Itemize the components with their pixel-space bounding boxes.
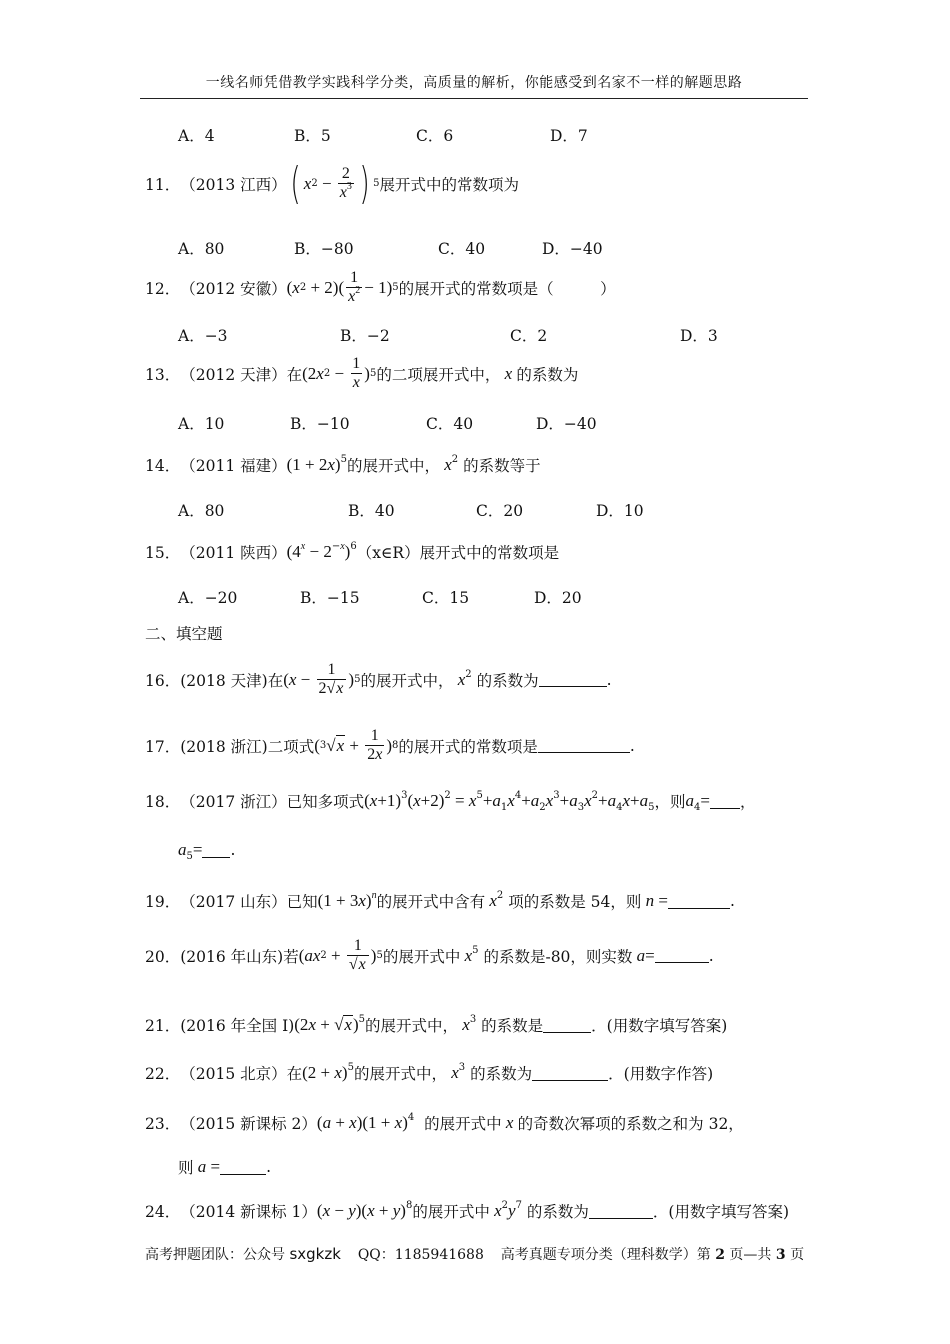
formula: $(4^x - 2^{-x})^6$ [286, 541, 357, 561]
question-number: 11． [145, 176, 181, 194]
option-d[interactable]: D．20 [534, 589, 582, 607]
formula: $(a + x)(1 + x)^4$ [316, 1112, 415, 1132]
question-19: 19． （2017 山东）已知 $(1 + 3x)^n$ 的展开式中含有 $x^2$ 项的系数是 54，则 n = . [145, 890, 735, 911]
question-source: （2015 新课标 2） [180, 1115, 317, 1133]
answer-blank[interactable] [220, 1160, 266, 1175]
option-b[interactable]: B．−80 [294, 240, 354, 258]
footer-mid: 页—共 [729, 1247, 772, 1263]
question-text: 的展开式中， [360, 671, 454, 690]
question-text: 的展开式中， [353, 1065, 447, 1083]
question-text-2: 项的系数是 54，则 [508, 893, 642, 911]
answer-blank[interactable] [532, 1066, 608, 1081]
question-11 [145, 158, 519, 209]
question-16: 16． (2018 天津)在 ( x − $\frac{1}{2√x}$ ) 5 的展开式中， $x^2$ 的系数为 . [145, 661, 612, 697]
question-text-2: 的系数是 [481, 1017, 544, 1035]
question-text: ，则 [654, 793, 686, 811]
option-a[interactable]: A．−20 [178, 589, 238, 607]
option-d[interactable]: D．7 [550, 127, 588, 145]
question-number: 20． [145, 947, 181, 966]
option-d[interactable]: D．3 [680, 327, 718, 345]
question-source: （2012 安徽） [180, 279, 287, 298]
question-text: 的展开式的常数项是（ ） [398, 279, 616, 298]
answer-blank[interactable] [655, 948, 709, 963]
answer-blank[interactable] [589, 1204, 653, 1219]
option-a[interactable]: A．80 [178, 502, 225, 520]
question-text: 展开式中的常数项是 [419, 544, 560, 562]
option-c[interactable]: C．6 [416, 127, 454, 145]
question-text: 的二项展开式中， [376, 365, 501, 384]
answer-blank[interactable] [668, 894, 730, 909]
formula: ( 3 √ x + $\frac{1}{2x}$ ) 8 [314, 727, 399, 763]
question-20: 20． (2016 年山东)若 ( ax 2 + $\frac{1}{√x}$ ) 5 的展开式中 $x^5$ 的系数是-80，则实数 a= . [145, 937, 714, 973]
question-text: 的展开式中含有 [376, 893, 486, 911]
option-c[interactable]: C．15 [422, 589, 470, 607]
question-number: 14． [145, 457, 181, 475]
formula: $(2 + x)^5$ [302, 1062, 354, 1082]
question-number: 19． [145, 893, 181, 911]
page-footer [145, 1244, 804, 1264]
question-number: 13． [145, 365, 181, 384]
question-text-2: 的系数为 [476, 671, 539, 690]
question-text-2: 的系数为 [470, 1065, 533, 1083]
answer-blank[interactable] [538, 738, 630, 753]
option-b[interactable]: B．−15 [300, 589, 360, 607]
question-number: 21． [145, 1017, 181, 1035]
option-b[interactable]: B．40 [348, 502, 395, 520]
option-b[interactable]: B．−10 [290, 415, 350, 433]
formula: $(1 + 2x)^5$ [286, 454, 347, 474]
question-number: 18． [145, 793, 181, 811]
answer-blank-a4[interactable] [710, 794, 740, 809]
formula: ( x 2 + 2)( $\frac{1}{x^2}$ − 1) 5 [286, 269, 399, 305]
option-c[interactable]: C．20 [476, 502, 524, 520]
option-b[interactable]: B．5 [294, 127, 331, 145]
option-b[interactable]: B．−2 [340, 327, 390, 345]
footer-suffix: 页 [790, 1247, 805, 1263]
question-text: 展开式中的常数项为 [379, 176, 519, 194]
question-18-line2: $a_5=$ . [178, 840, 236, 862]
formula: (2 x 2 − $\frac{1}{x}$ ) 5 [302, 355, 377, 391]
footer-title: 高考真题专项分类（理科数学）第 [500, 1247, 711, 1263]
question-source: (2018 浙江)二项式 [180, 737, 315, 756]
answer-blank[interactable] [539, 672, 607, 687]
question-source: （2014 新课标 1） [180, 1203, 317, 1221]
footer-page: 2 [715, 1247, 725, 1263]
question-23: 23． （2015 新课标 2） $(a + x)(1 + x)^4$ 的展开式中 x 的奇数次幂项的系数之和为 32， [145, 1112, 744, 1133]
formula: ( ax 2 + $\frac{1}{√x}$ ) 5 [298, 937, 383, 973]
option-a[interactable]: A．4 [178, 127, 215, 145]
question-text-2: 的系数为 [516, 365, 579, 384]
answer-blank[interactable] [543, 1018, 591, 1033]
footer-team: 高考押题团队：公众号 [145, 1247, 285, 1263]
question-source: (2016 年全国 I) [180, 1017, 295, 1035]
option-a[interactable]: A．−3 [178, 327, 228, 345]
question-number: 16． [145, 671, 181, 690]
answer-blank-a5[interactable] [202, 843, 230, 858]
footer-total: 3 [775, 1247, 786, 1263]
condition: （x∈R） [356, 544, 420, 562]
question-text: 的展开式中 [382, 947, 461, 966]
option-a[interactable]: A．80 [178, 240, 225, 258]
question-source: （2011 陕西） [180, 544, 287, 562]
question-21: 21． (2016 年全国 I) $(2x + √x)^5$ 的展开式中， $x^3$ 的系数是 ．(用数字填写答案) [145, 1014, 728, 1035]
question-text: 的展开式中， [365, 1017, 459, 1035]
option-d[interactable]: D．−40 [536, 415, 597, 433]
formula: $(x - y)(x + y)^8$ [316, 1200, 413, 1220]
question-text: 的展开式的常数项是 [398, 737, 538, 756]
question-18: 18． （2017 浙江）已知多项式 $(x+1)^3(x+2)^2 = x^5+a_1x^4+a_2x^3+a_3x^2+a_4x+a_5$ ，则 $a_4=$ ， [145, 790, 756, 813]
question-source: （2015 北京）在 [180, 1065, 303, 1083]
question-23-line2: 则 a = . [178, 1157, 272, 1177]
question-text-2: 的系数是-80，则实数 [483, 947, 633, 966]
question-source: (2018 天津)在 [180, 671, 284, 690]
question-source: （2012 天津）在 [180, 365, 303, 384]
question-22: 22． （2015 北京）在 $(2 + x)^5$ 的展开式中， $x^3$ 的系数为 ．(用数字作答) [145, 1062, 714, 1083]
formula: ( x − $\frac{1}{2√x}$ ) 5 [283, 661, 361, 697]
question-13: 13． （2012 天津）在 (2 x 2 − $\frac{1}{x}$ ) 5 的二项展开式中， x 的系数为 [145, 355, 579, 391]
option-d[interactable]: D．−40 [542, 240, 603, 258]
option-c[interactable]: C．40 [438, 240, 486, 258]
question-source: （2017 浙江）已知多项式 [180, 793, 365, 811]
question-source: （2011 福建） [180, 457, 287, 475]
footer-qq: QQ：1185941688 [357, 1247, 484, 1263]
footer-brand: sxgkzk [289, 1245, 341, 1263]
question-source: （2017 山东）已知 [180, 893, 318, 911]
question-text-2: 的系数等于 [463, 457, 541, 475]
section-title: 二、填空题 [145, 625, 223, 643]
question-number: 23． [145, 1115, 181, 1133]
question-source: (2016 年山东)若 [180, 947, 299, 966]
question-number: 12． [145, 279, 181, 298]
option-d[interactable]: D．10 [596, 502, 644, 520]
question-12 [145, 270, 616, 306]
formula: $(1 + 3x)^n$ [317, 890, 377, 910]
question-source: （2013 江西） [180, 176, 287, 194]
option-c[interactable]: C．2 [510, 327, 548, 345]
question-text-2: 的系数为 [526, 1203, 589, 1221]
question-number: 24． [145, 1203, 181, 1221]
question-text: 的展开式中， [346, 457, 440, 475]
question-15 [145, 541, 559, 563]
question-24: 24． （2014 新课标 1） $(x - y)(x + y)^8$ 的展开式中 $x^2y^7$ 的系数为 ．(用数字填写答案) [145, 1200, 789, 1221]
question-number: 15． [145, 544, 181, 562]
formula: $(2x + √x)^5$ [294, 1014, 365, 1034]
page-header: 一线名师凭借教学实践科学分类，高质量的解析，你能感受到名家不一样的解题思路 [140, 72, 808, 99]
question-text-2: 的奇数次幂项的系数之和为 32， [517, 1115, 744, 1133]
question-17: 17． (2018 浙江)二项式 ( 3 √ x + $\frac{1}{2x}$ ) 8 的展开式的常数项是 . [145, 727, 635, 763]
question-text: 的展开式中 [412, 1203, 490, 1221]
question-14: 14． （2011 福建） $(1 + 2x)^5$ 的展开式中， $x^2$ 的系数等于 [145, 454, 541, 475]
option-c[interactable]: C．40 [426, 415, 474, 433]
formula: ( x 2 − $\frac{2}{x^3}$ ) 5 [290, 158, 380, 209]
formula: $(x+1)^3(x+2)^2 = x^5+a_1x^4+a_2x^3+a_3x^2+a_4x+a_5$ [364, 790, 655, 813]
question-number: 22． [145, 1065, 181, 1083]
question-number: 17． [145, 737, 181, 756]
question-text: 的展开式中 [424, 1115, 502, 1133]
option-a[interactable]: A．10 [178, 415, 225, 433]
